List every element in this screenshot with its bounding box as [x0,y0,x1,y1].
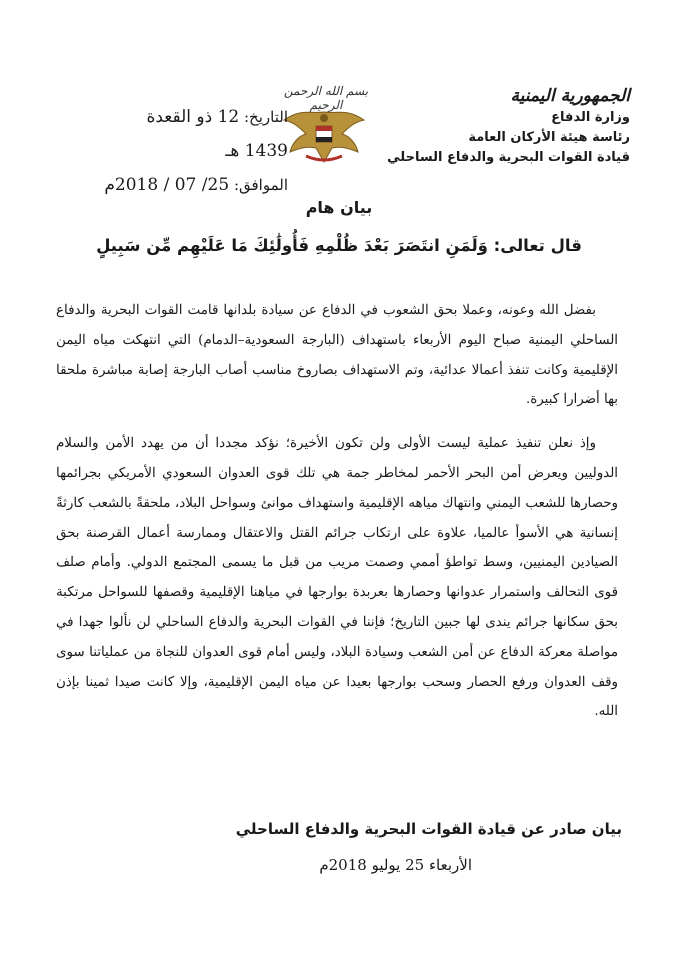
presidency-name: رئاسة هيئة الأركان العامة [468,130,630,145]
hijri-date: 12 ذو القعدة 1439 هـ [146,107,288,161]
command-name: قيادة القوات البحرية والدفاع الساحلي [387,150,630,165]
basmala: بسم الله الرحمن الرحيم [283,84,369,112]
institution-header [387,86,630,168]
statement-body [56,296,618,741]
paragraph-1: بفضل الله وعونه، وعملا بحق الشعوب في الدفاع عن سيادة بلدانها قامت القوات البحرية والدفاع الساحلي اليمنية صباح اليوم الأربعاء باستهداف (البارجة السعودية–الدمام) التي انتهكت مياه اليمن الإقليمية وكانت تنفذ أعمالا عدائية، وتم الاستهداف بصاروخ مناسب أصاب البارجة إصابة مباشرة ملحقا بها أضرارا كبيرة. [56,303,618,408]
republic-name: الجمهورية اليمنية [510,86,630,106]
statement-footer [236,820,622,874]
issue-date: الأربعاء 25 يوليو 2018م [319,856,472,874]
paragraph-2: وإذ نعلن تنفيذ عملية ليست الأولى ولن تكون الأخيرة؛ نؤكد مجددا أن من يهدد الأمن والسلام الدوليين ويعرض أمن البحر الأحمر لمخاطر جمة هي تلك قوى العدوان السعودي الأمريكي بجرائمها وحصارها للشعب اليمني وانتهاك مياهه الإقليمية واستهداف موانئ وسواحل البلاد، ملحقةً بالشعب كارثةً إنسانية هي الأسوأ عالميا، علاوة على ارتكاب جرائم القتل والاعتقال وممارسة أعمال القرصنة بحق الصيادين اليمنيين، وسط تواطؤ أممي وصمت مريب من قبل ما يسمى المجتمع الدولي. وأمام صلف قوى التحالف واستمرار عدوانها وحصارها بعربدة بوارجها في مياهنا الإقليمية وقصفها للسواحل مرتكبة بحق سكانها جرائم يندى لها جبين التاريخ؛ فإننا في القوات البحرية والدفاع الساحلي لن نألوا جهدا في مواصلة معركة الدفاع عن أمن الشعب وسيادة البلاد، وليس أمام قوى العدوان للنجاة من عملياتنا سوى وقف العدوان ورفع الحصار وسحب بوارجها بعيدا عن مياه اليمن الإقليمية، وإلا كانت صيدا ثمينا بإذن الله. [56,436,618,720]
date-block [98,100,288,202]
statement-title: بيان هام [305,198,373,217]
ministry-name: وزارة الدفاع [551,110,630,125]
quran-verse: قال تعالى: وَلَمَنِ انتَصَرَ بَعْدَ ظُلْمِهِ فَأُولَٰئِكَ مَا عَلَيْهِم مِّن سَبِيلٍ [96,236,582,255]
gregorian-date: 25/ 07 / 2018م [104,175,230,195]
issuer-signature: بيان صادر عن قيادة القوات البحرية والدفاع الساحلي [235,820,622,838]
gregorian-date-row [98,168,288,202]
corresponding-label: الموافق: [233,176,288,194]
hijri-date-row [98,100,288,168]
date-label: التاريخ: [244,108,288,126]
